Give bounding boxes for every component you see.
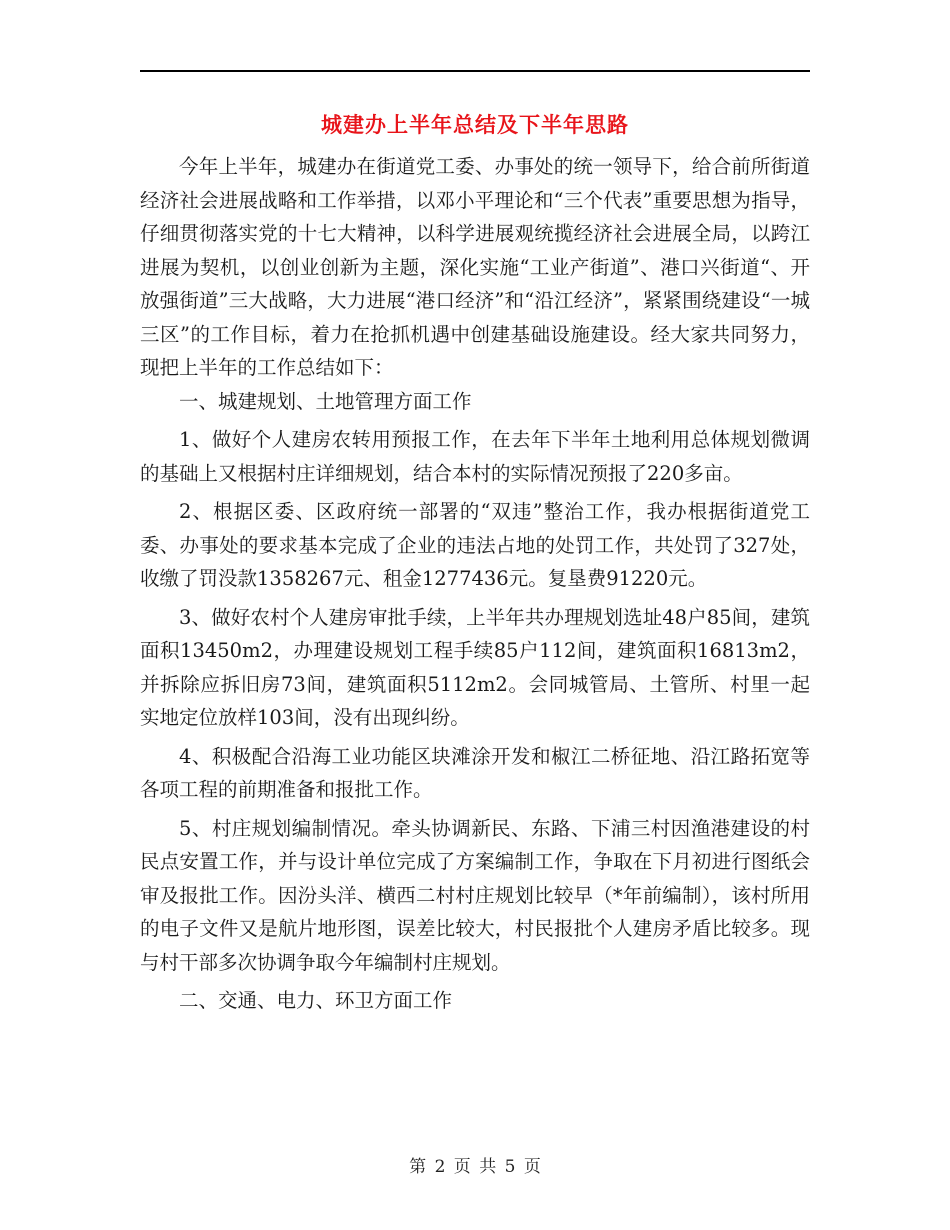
document-body: [140, 150, 810, 1018]
item-paragraph-3: 3、做好农村个人建房审批手续，上半年共办理规划选址48户85间，建筑面积13450m2，办理建设规划工程手续85户112间，建筑面积16813m2，并拆除应拆旧房73间，建筑面积5112m2。会同城管局、土管所、村里一起实地定位放样103间，没有出现纠纷。: [140, 605, 810, 729]
intro-paragraph: 今年上半年，城建办在街道党工委、办事处的统一领导下，给合前所街道经济社会进展战略和工作举措，以邓小平理论和“三个代表”重要思想为指导，仔细贯彻落实党的十七大精神，以科学进展观统揽经济社会进展全局，以跨江进展为契机，以创业创新为主题，深化实施“工业产街道”、港口兴街道“、开放强街道”三大战略，大力进展“港口经济”和“沿江经济”，紧紧围绕建设“一城三区”的工作目标，着力在抢抓机遇中创建基础设施建设。经大家共同努力，现把上半年的工作总结如下：: [140, 155, 810, 379]
item-paragraph-2: 2、根据区委、区政府统一部署的“双违”整治工作，我办根据街道党工委、办事处的要求基本完成了企业的违法占地的处罚工作，共处罚了327处，收缴了罚没款1358267元、租金1277436元。复垦费91220元。: [140, 500, 810, 590]
section-heading-1: 一、城建规划、土地管理方面工作: [179, 389, 472, 413]
item-paragraph-4: 4、积极配合沿海工业功能区块滩涂开发和椒江二桥征地、沿江路拓宽等各项工程的前期准备和报批工作。: [140, 744, 810, 801]
item-paragraph-1: 1、做好个人建房农转用预报工作，在去年下半年土地利用总体规划微调的基础上又根据村庄详细规划，结合本村的实际情况预报了220多亩。: [140, 428, 810, 485]
page-number: 第 2 页 共 5 页: [409, 1157, 541, 1177]
header-rule: [140, 70, 810, 72]
document-title: 城建办上半年总结及下半年思路: [321, 112, 629, 137]
item-paragraph-5: 5、村庄规划编制情况。牵头协调新民、东路、下浦三村因渔港建设的村民点安置工作，并与设计单位完成了方案编制工作，争取在下月初进行图纸会审及报批工作。因汾头洋、横西二村村庄规划比较早（*年前编制），该村所用的电子文件又是航片地形图，误差比较大，村民报批个人建房矛盾比较多。现与村干部多次协调争取今年编制村庄规划。: [140, 816, 810, 974]
section-heading-2: 二、交通、电力、环卫方面工作: [179, 989, 453, 1012]
